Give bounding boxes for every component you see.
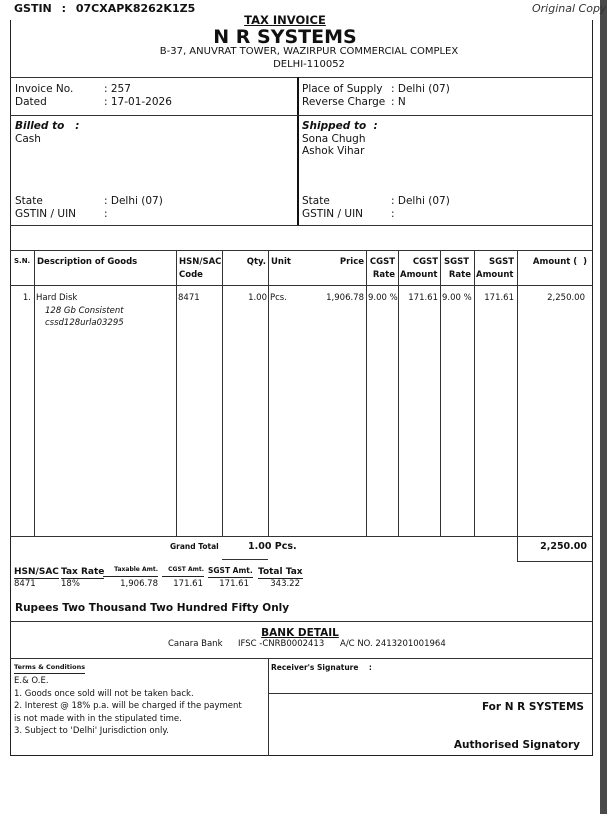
col-divider	[34, 250, 35, 536]
bank-account: A/C NO. 2413201001964	[340, 639, 446, 649]
divider	[268, 658, 269, 756]
col-divider	[440, 250, 441, 536]
dated-value: : 17-01-2026	[104, 96, 172, 108]
shipped-gstin-label: GSTIN / UIN	[302, 208, 364, 220]
col-divider	[398, 250, 399, 536]
terms-line: 1. Goods once sold will not be taken back.	[14, 689, 194, 699]
row-amount: 2,250.00	[547, 293, 585, 303]
billed-gstin-label: GSTIN / UIN	[15, 208, 77, 220]
shipped-to-name: Sona Chugh	[302, 133, 366, 145]
col-header-hsn-1: HSN/SAC	[179, 257, 222, 267]
col-header-cgst-amount-1: CGST	[412, 257, 438, 267]
col-header-price: Price	[339, 257, 364, 267]
terms-line: is not made with in the stipulated time.	[14, 714, 182, 724]
authorised-signatory: Authorised Signatory	[453, 739, 580, 751]
col-header-cgst-rate-1: CGST	[369, 257, 395, 267]
col-divider	[366, 250, 367, 536]
shipped-state-value: : Delhi (07)	[391, 195, 450, 207]
terms-line: 3. Subject to 'Delhi' Jurisdiction only.	[14, 726, 169, 736]
bank-heading: BANK DETAIL	[261, 627, 339, 639]
row-qty: 1.00	[248, 293, 267, 303]
row-cgst-rate: 9.00 %	[368, 293, 398, 303]
copy-label: Original Copy	[532, 2, 607, 15]
col-divider	[474, 250, 475, 536]
col-header-description: Description of Goods	[37, 257, 138, 267]
terms-heading: Terms & Conditions	[14, 664, 85, 674]
terms-line: 2. Interest @ 18% p.a. will be charged if the payment	[14, 701, 242, 711]
invoice-no-value: : 257	[104, 83, 131, 95]
shipped-state-label: State	[302, 195, 330, 207]
col-header-sn: S.N.	[14, 257, 31, 265]
tax-row-taxable: 1,906.78	[120, 579, 158, 589]
col-header-cgst-rate-2: Rate	[372, 270, 395, 280]
for-company: For N R SYSTEMS	[481, 701, 584, 713]
billed-state-value: : Delhi (07)	[104, 195, 163, 207]
row-sgst-amount: 171.61	[484, 293, 514, 303]
table-top-border	[10, 250, 593, 251]
tax-header-total: Total Tax	[258, 567, 303, 577]
col-divider	[222, 250, 223, 536]
divider	[10, 621, 593, 622]
divider	[222, 559, 268, 560]
tax-header-sgst: SGST Amt.	[208, 567, 253, 578]
grand-total-amount: 2,250.00	[540, 541, 587, 552]
grand-total-label: Grand Total	[170, 542, 219, 551]
row-cgst-amount: 171.61	[408, 293, 438, 303]
company-address-line1: B-37, ANUVRAT TOWER, WAZIRPUR COMMERCIAL COMPLEX	[159, 46, 459, 57]
col-divider	[268, 250, 269, 536]
col-header-cgst-amount-2: Amount	[400, 270, 438, 280]
bank-ifsc: IFSC -CNRB0002413	[238, 639, 325, 649]
scrollbar[interactable]	[600, 0, 607, 814]
tax-header-cgst: CGST Amt.	[162, 567, 204, 577]
col-header-unit: Unit	[271, 257, 291, 267]
row-detail-1: 128 Gb Consistent	[45, 306, 124, 316]
col-header-sgst-rate-2: Rate	[448, 270, 471, 280]
billed-gstin-value: :	[104, 208, 108, 220]
divider	[10, 225, 593, 226]
tax-row-total: 343.22	[270, 579, 300, 589]
col-header-qty: Qty.	[246, 257, 266, 267]
terms-line: E.& O.E.	[14, 676, 49, 686]
row-detail-2: cssd128urla03295	[45, 318, 124, 328]
reverse-charge-value: : N	[391, 96, 406, 108]
billed-state-label: State	[15, 195, 43, 207]
table-header-border	[10, 285, 593, 286]
tax-row-cgst: 171.61	[173, 579, 203, 589]
seller-gstin-value: 07CXAPK8262K1Z5	[75, 2, 196, 15]
place-of-supply-value: : Delhi (07)	[391, 83, 450, 95]
row-price: 1,906.78	[326, 293, 364, 303]
reverse-charge-label: Reverse Charge	[302, 96, 386, 108]
place-of-supply-label: Place of Supply	[302, 83, 383, 95]
seller-gstin	[14, 3, 195, 14]
tax-header-rate: Tax Rate	[61, 567, 105, 577]
seller-gstin-label: GSTIN	[14, 2, 52, 15]
col-divider	[176, 250, 177, 536]
col-header-sgst-amount-1: SGST	[488, 257, 514, 267]
divider	[10, 115, 593, 116]
shipped-gstin-value: :	[391, 208, 395, 220]
divider	[10, 77, 593, 78]
divider	[297, 77, 299, 226]
shipped-to-address: Ashok Vihar	[302, 145, 365, 157]
receiver-signature-label: Receiver's Signature :	[271, 663, 372, 672]
billed-to-heading: Billed to :	[15, 120, 80, 132]
dated-label: Dated	[15, 96, 47, 108]
divider	[10, 658, 593, 659]
row-sgst-rate: 9.00 %	[442, 293, 472, 303]
row-sn: 1.	[22, 293, 31, 303]
col-header-sgst-amount-2: Amount	[476, 270, 514, 280]
amount-in-words: Rupees Two Thousand Two Hundred Fifty Only	[15, 602, 290, 614]
col-header-sgst-rate-1: SGST	[444, 257, 470, 267]
shipped-to-heading: Shipped to :	[302, 120, 378, 132]
row-hsn: 8471	[178, 293, 200, 303]
tax-row-rate: 18%	[61, 579, 80, 589]
company-name: N R SYSTEMS	[213, 26, 357, 48]
col-header-hsn-2: Code	[179, 270, 203, 280]
divider	[268, 693, 593, 694]
amount-total-border	[517, 561, 593, 562]
invoice-no-label: Invoice No.	[15, 83, 74, 95]
tax-row-sgst: 171.61	[219, 579, 249, 589]
billed-to-name: Cash	[15, 133, 41, 145]
row-unit: Pcs.	[270, 293, 287, 303]
tax-row-hsn: 8471	[14, 579, 36, 589]
table-bottom-border	[10, 536, 593, 537]
tax-header-taxable: Taxable Amt.	[103, 567, 158, 577]
company-address-line2: DELHI-110052	[273, 59, 345, 70]
doc-title: TAX INVOICE	[244, 13, 326, 27]
tax-header-hsn: HSN/SAC	[14, 567, 59, 577]
seller-gstin-separator: :	[61, 2, 67, 15]
bank-name: Canara Bank	[168, 639, 223, 649]
col-header-amount: Amount ( )	[532, 257, 587, 267]
grand-total-qty: 1.00 Pcs.	[248, 541, 297, 552]
row-description: Hard Disk	[36, 293, 78, 303]
